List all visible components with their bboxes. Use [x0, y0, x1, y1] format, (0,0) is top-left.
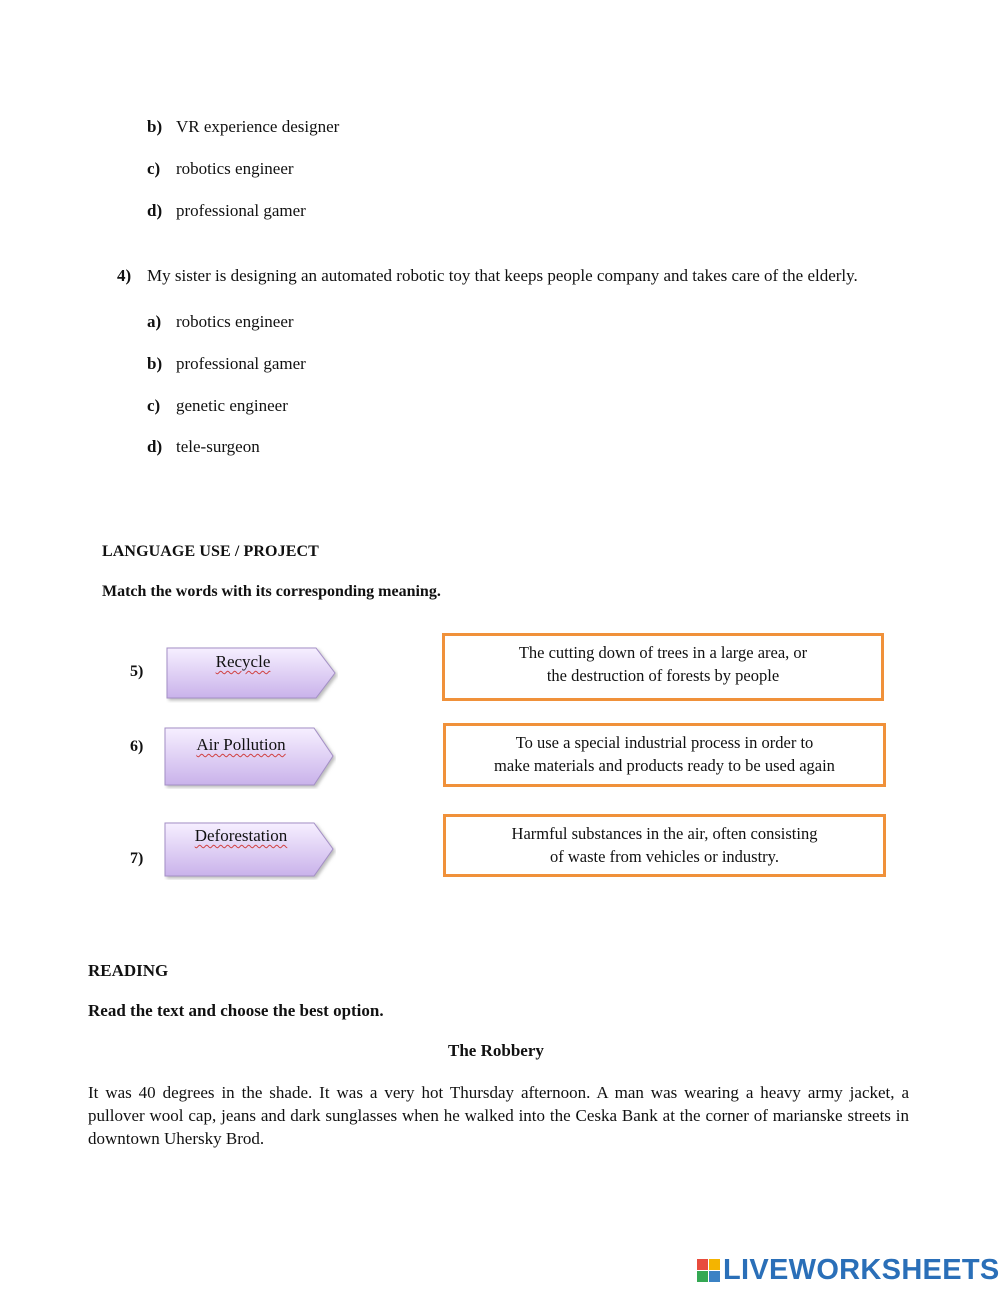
- language-heading: LANGUAGE USE / PROJECT: [102, 543, 319, 560]
- logo-square-icon: [697, 1259, 708, 1270]
- q4-option-c[interactable]: [147, 396, 288, 416]
- definition-line: of waste from vehicles or industry.: [550, 847, 779, 866]
- reading-instruction: Read the text and choose the best option.: [88, 1001, 384, 1020]
- option-text: robotics engineer: [176, 159, 294, 178]
- option-letter: a): [147, 312, 162, 331]
- word-label: Recycle: [215, 652, 271, 671]
- option-text: robotics engineer: [176, 312, 294, 331]
- definition-box-1[interactable]: [442, 633, 884, 701]
- q3-option-c[interactable]: [147, 159, 294, 179]
- word-arrow-air-pollution[interactable]: [164, 727, 334, 779]
- definition-box-2[interactable]: [443, 723, 886, 787]
- definition-line: The cutting down of trees in a large area, or: [518, 643, 808, 662]
- definition-line: make materials and products ready to be used again: [494, 756, 835, 775]
- q3-option-b[interactable]: [147, 117, 339, 137]
- option-text: professional gamer: [176, 354, 306, 373]
- q4-option-b[interactable]: [147, 354, 306, 374]
- definition-line: Harmful substances in the air, often consisting: [511, 824, 818, 843]
- logo-square-icon: [697, 1271, 708, 1282]
- option-letter: b): [147, 354, 163, 373]
- option-letter: c): [147, 396, 161, 415]
- question-text: My sister is designing an automated robotic toy that keeps people company and takes care of the elderly.: [147, 266, 858, 285]
- word-label: Deforestation: [194, 826, 288, 845]
- reading-paragraph: It was 40 degrees in the shade. It was a very hot Thursday afternoon. A man was wearing a heavy army jacket, a pullover wool cap, jeans and dark sunglasses when he walked into the Ceska Bank at the corner of marianske streets in downtown Uhersky Brod.: [88, 1083, 909, 1148]
- item-number-5: 5): [130, 663, 144, 680]
- q4-option-d[interactable]: [147, 437, 260, 457]
- option-text: VR experience designer: [176, 117, 340, 136]
- logo-mark-icon: [697, 1259, 720, 1282]
- match-instruction: Match the words with its corresponding meaning.: [102, 583, 441, 600]
- definition-line: To use a special industrial process in order to: [515, 733, 814, 752]
- word-label: Air Pollution: [196, 735, 286, 754]
- option-text: professional gamer: [176, 201, 306, 220]
- question-number: 4): [117, 266, 132, 285]
- option-text: genetic engineer: [176, 396, 288, 415]
- liveworksheets-logo: [697, 1254, 1000, 1287]
- word-arrow-deforestation[interactable]: [164, 822, 334, 874]
- item-number-6: 6): [130, 738, 144, 755]
- q4-option-a[interactable]: [147, 312, 294, 332]
- q3-option-d[interactable]: [147, 201, 306, 221]
- item-number-7: 7): [130, 850, 144, 867]
- word-arrow-recycle[interactable]: [166, 647, 336, 699]
- reading-title: The Robbery: [448, 1041, 544, 1060]
- logo-text: LIVEWORKSHEETS: [723, 1254, 1000, 1286]
- option-letter: c): [147, 159, 161, 178]
- definition-line: the destruction of forests by people: [546, 666, 780, 685]
- definition-box-3[interactable]: [443, 814, 886, 877]
- option-letter: d): [147, 437, 163, 456]
- logo-square-icon: [709, 1259, 720, 1270]
- option-letter: b): [147, 117, 163, 136]
- logo-square-icon: [709, 1271, 720, 1282]
- question-4: [117, 266, 858, 286]
- option-letter: d): [147, 201, 163, 220]
- option-text: tele-surgeon: [176, 437, 260, 456]
- reading-heading: READING: [88, 961, 169, 980]
